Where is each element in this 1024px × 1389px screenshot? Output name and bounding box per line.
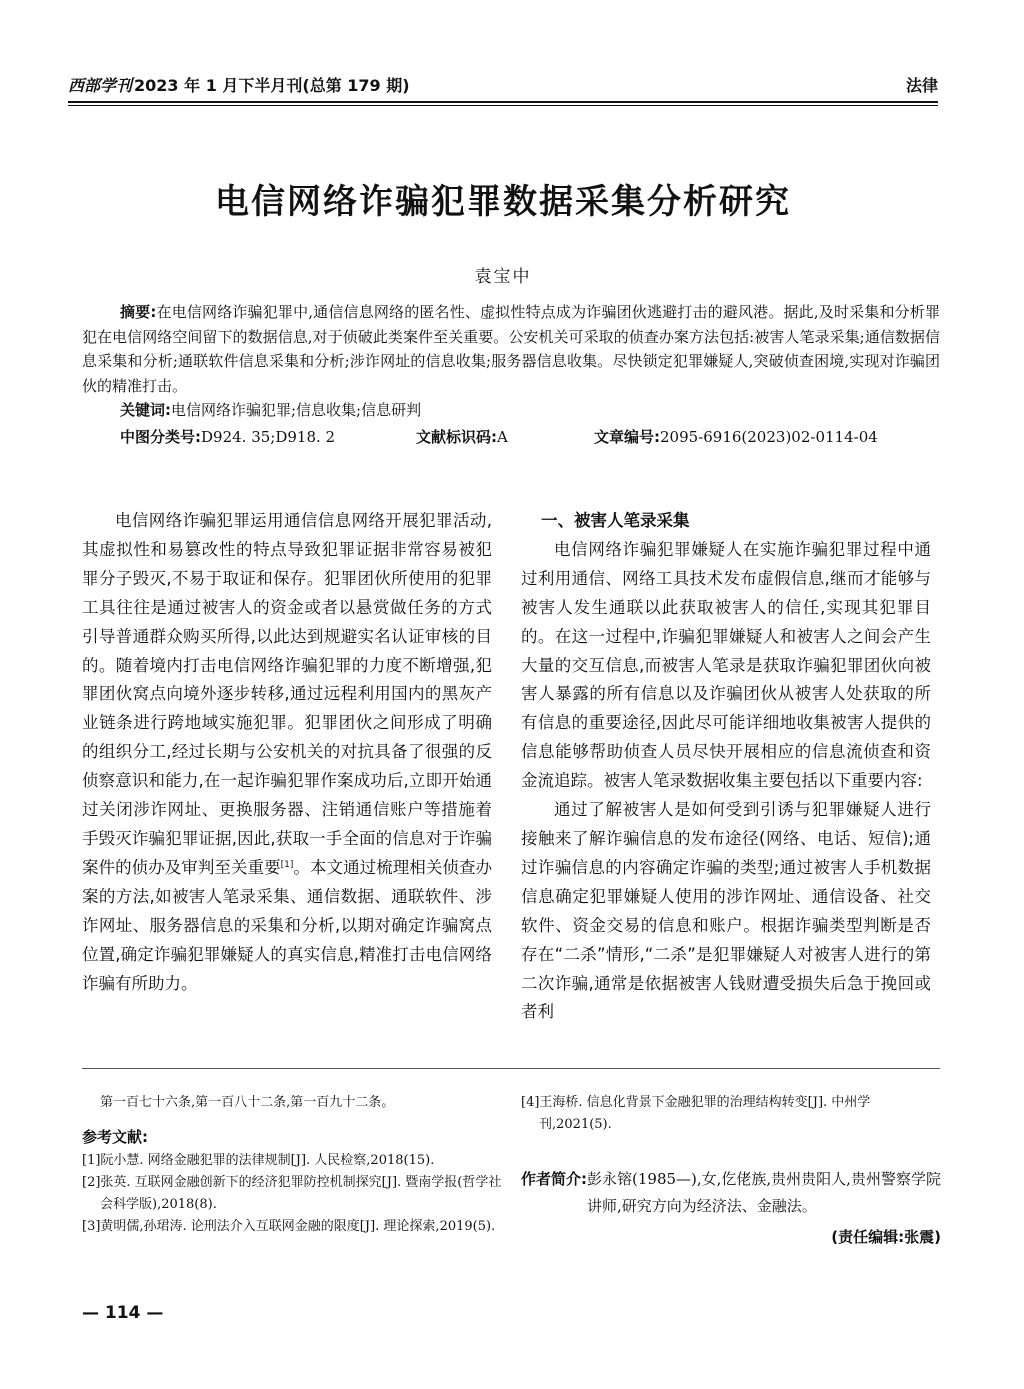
body-paragraph: 通过了解被害人是如何受到引诱与犯罪嫌疑人进行接触来了解诈骗信息的发布途径(网络、电话、短信);通过诈骗信息的内容确定诈骗的类型;通过被害人手机数据信息确定犯罪嫌疑人使用的涉诈网址、通信设备、社交软件、资金交易的信息和账户。根据诈骗类型判断是否存在“二杀”情形,“二杀”是犯罪嫌疑人对被害人进行的第二次诈骗,通常是依据被害人钱财遭受损失后急于挽回或者利 [521,800,931,1022]
footnote-divider [82,1068,940,1069]
footer-right [521,1092,941,1248]
abstract-block [82,300,940,449]
article-title: 电信网络诈骗犯罪数据采集分析研究 [215,182,791,222]
article-no-value: 2095-6916(2023)02-0114-04 [660,427,878,446]
article-author: 袁宝中 [474,267,532,287]
bio-label: 作者简介: [521,1170,587,1188]
body-right-column [521,507,931,1027]
doc-code-field [416,425,594,450]
journal-info [68,73,410,96]
clc-label: 中图分类号: [120,427,201,446]
citation-1: [1] [280,859,294,870]
clc-value: D924. 35;D918. 2 [201,427,336,446]
body-left-column [82,507,492,998]
abstract-text: 在电信网络诈骗犯罪中,通信信息网络的匿名性、虚拟性特点成为诈骗团伙逃避打击的避风港。据此,及时采集和分析罪犯在电信网络空间留下的数据信息,对于侦破此类案件至关重要。公安机关可采取的侦查办案方法包括:被害人笔录采集;通信数据信息采集和分析;通联软件信息采集和分析;涉诈网址的信息收集;服务器信息收集。尽快锁定犯罪嫌疑人,突破侦查困境,实现对诈骗团伙的精准打击。 [82,303,940,395]
keywords-label: 关键词: [120,401,171,419]
reference-item: [2]张英. 互联网金融创新下的经济犯罪防控机制探究[J]. 暨南学报(哲学社会科学版),2018(8). [82,1175,502,1212]
references-heading: 参考文献: [82,1128,148,1146]
keywords-row [82,398,940,423]
clc-field [120,425,416,450]
issue-info: 2023 年 1 月下半月刊(总第 179 期) [134,75,410,95]
header-rule [68,101,938,103]
article-no-label: 文章编号: [594,427,660,446]
section-heading: 一、被害人笔录采集 [541,511,690,530]
author-bio [521,1166,941,1220]
page-number: — 114 — [82,1303,164,1323]
abstract-paragraph [82,300,940,398]
intro-paragraph: 电信网络诈骗犯罪运用通信信息网络开展犯罪活动,其虚拟性和易篡改性的特点导致犯罪证据非常容易被犯罪分子毁灭,不易于取证和保存。犯罪团伙所使用的犯罪工具往往是通过被害人的资金或者以悬赏做任务的方式引导普通群众购买所得,以此达到规避实名认证审核的目的。随着境内打击电信网络诈骗犯罪的力度不断增强,犯罪团伙窝点向境外逐步转移,通过远程利用国内的黑灰产业链条进行跨地域实施犯罪。犯罪团伙之间形成了明确的组织分工,经过长期与公安机关的对抗具备了很强的反侦察意识和能力,在一起诈骗犯罪作案成功后,立即开始通过关闭涉诈网址、更换服务器、注销通信账户等措施着手毁灭诈骗犯罪证据,因此,获取一手全面的信息对于诈骗案件的侦办及审判至关重要[1]。本文通过梳理相关侦查办案的方法,如被害人笔录采集、通信数据、通联软件、涉诈网址、服务器信息的采集和分析,以期对确定诈骗窝点位置,确定诈骗犯罪嫌疑人的真实信息,精准打击电信网络诈骗有所助力。 [82,511,493,993]
classification-row [82,425,940,450]
doc-code-value: A [497,427,508,446]
abstract-label: 摘要: [120,303,157,321]
article-no-field [594,425,878,450]
responsible-editor: (责任编辑:张震) [831,1228,941,1246]
reference-item: [3]黄明儒,孙珺涛. 论刑法介入互联网金融的限度[J]. 理论探索,2019(5). [82,1219,496,1234]
keywords-text: 电信网络诈骗犯罪;信息收集;信息研判 [171,401,422,419]
reference-item: [4]王海桥. 信息化背景下金融犯罪的治理结构转变[J]. 中州学刊,2021(5). [521,1095,871,1132]
footer-left [82,1092,502,1238]
bio-text: 彭永镕(1985—),女,仡佬族,贵州贵阳人,贵州警察学院讲师,研究方向为经济法、金融法。 [587,1170,941,1215]
body-paragraph: 电信网络诈骗犯罪嫌疑人在实施诈骗犯罪过程中通过利用通信、网络工具技术发布虚假信息,继而才能够与被害人发生通联以此获取被害人的信任,实现其犯罪目的。在这一过程中,诈骗犯罪嫌疑人和被害人之间会产生大量的交互信息,而被害人笔录是获取诈骗犯罪团伙向被害人暴露的所有信息以及诈骗团伙从被害人处获取的所有信息的重要途径,因此尽可能详细地收集被害人提供的信息能够帮助侦查人员尽快开展相应的信息流侦查和资金流追踪。被害人笔录数据收集主要包括以下重要内容: [521,539,931,791]
running-header [68,68,938,100]
reference-item: [1]阮小慧. 网络金融犯罪的法律规制[J]. 人民检察,2018(15). [82,1153,435,1168]
journal-logo: 西部学刊 [68,75,133,95]
section-label: 法律 [905,75,938,95]
continued-text: 第一百七十六条,第一百八十二条,第一百九十二条。 [100,1095,395,1110]
doc-code-label: 文献标识码: [416,427,497,446]
header-rule-thin [68,105,938,106]
